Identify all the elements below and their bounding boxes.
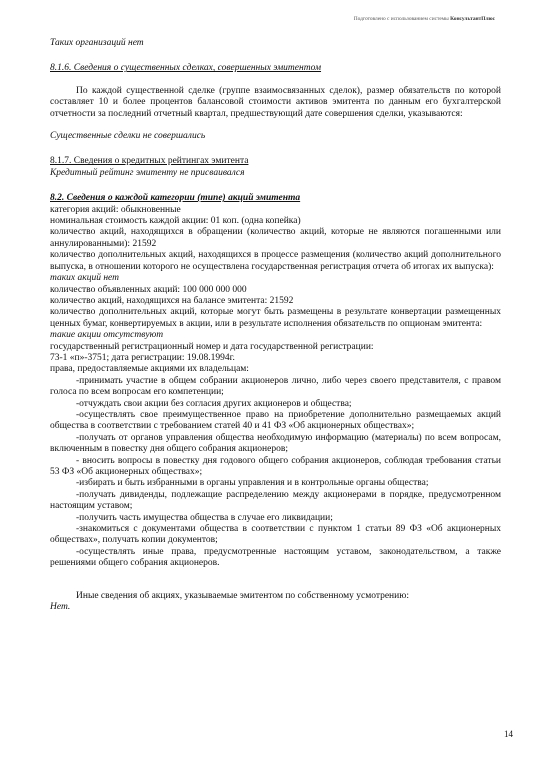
shares-on-balance: количество акций, находящихся на балансе эмитента: 21592 [50, 295, 294, 306]
section-8-1-7-value: Кредитный рейтинг эмитенту не присваивался [50, 167, 245, 178]
header-prefix: Подготовлено с использованием системы [353, 16, 451, 22]
right-item: -принимать участие в общем собрании акционеров лично, либо через своего представителя, с правом голоса по всем вопросам его компетенции; [50, 375, 501, 398]
shares-in-circulation: количество акций, находящихся в обращении (количество акций, которые не являются погашенными или аннулированными): 21592 [50, 227, 501, 249]
shares-in-placement-value: таких акций нет [50, 273, 119, 284]
document-body [50, 38, 501, 613]
section-8-1-7-heading: 8.1.7. Сведения о кредитных рейтингах эмитента [50, 156, 249, 167]
right-item: -получить часть имущества общества в случае его ликвидации; [76, 512, 333, 523]
section-8-1-6-body: По каждой существенной сделке (группе взаимосвязанных сделок), размер обязательств по которой составляет 10 и более процентов балансовой стоимости активов эмитента по данным его бухгалтерской отчетности за последний отчетный квартал, предшествующий дате совершения сделки, указываются: [50, 85, 501, 119]
section-8-1-6-value: Существенные сделки не совершались [50, 131, 206, 142]
right-item: - вносить вопросы в повестку дня годового общего собрания акционеров, соблюдая требования статьи 53 ФЗ «Об акционерных обществах»; [50, 455, 501, 477]
page-number: 14 [504, 729, 513, 739]
registration-value: 73-1 «п»-3751; дата регистрации: 19.08.1994г. [50, 352, 235, 363]
share-category: категория акций: обыкновенные [50, 204, 181, 215]
nominal-value: номинальная стоимость каждой акции: 01 коп. (одна копейка) [50, 216, 301, 227]
section-8-2-heading: 8.2. Сведения о каждой категории (типе) акций эмитента [50, 193, 301, 204]
additional-shares: количество дополнительных акций, которые могут быть размещены в результате конвертации размещенных ценных бумаг, конвертируемых в акции, или в результате исполнения обязательств по опционам эмитента: [50, 307, 501, 329]
right-item: -отчуждать свои акции без согласия других акционеров и общества; [76, 398, 352, 409]
right-item: -получать от органов управления общества необходимую информацию (материалы) по всем вопросам, включенным в повестку дня общего собрания акционеров; [50, 432, 501, 455]
rights-label: права, предоставляемые акциями их владельцам: [50, 364, 249, 375]
other-info-value: Нет. [50, 602, 71, 613]
right-item: -избирать и быть избранными в органы управления и в контрольные органы общества; [76, 478, 429, 489]
right-item: -осуществлять свое преимущественное право на приобретение дополнительно размещаемых акций общества в соответствии с требованием статей 40 и 41 ФЗ «Об акционерных обществах»; [50, 409, 501, 432]
section-8-1-6-heading: 8.1.6. Сведения о существенных сделках, совершенных эмитентом [50, 63, 322, 74]
registration-label: государственный регистрационный номер и дата государственной регистрации: [50, 341, 374, 352]
no-organizations-text: Таких организаций нет [50, 38, 144, 48]
additional-shares-value: такие акции отсутствуют [50, 330, 164, 341]
right-item: -знакомиться с документами общества в соответствии с пунктом 1 статьи 89 ФЗ «Об акционерных обществах», получать копии документов; [50, 524, 501, 546]
right-item: -осуществлять иные права, предусмотренные настоящим уставом, законодательством, а также решениями общего собрания акционеров. [50, 546, 501, 569]
declared-shares: количество объявленных акций: 100 000 000 000 [50, 284, 247, 295]
header-brand: КонсультантПлюс [450, 16, 495, 22]
other-info-label: Иные сведения об акциях, указываемые эмитентом по собственному усмотрению: [76, 590, 409, 601]
right-item: -получать дивиденды, подлежащие распределению между акционерами в порядке, предусмотренном настоящим уставом; [50, 489, 501, 512]
shares-in-placement: количество дополнительных акций, находящихся в процессе размещения (количество акций дополнительного выпуска, в отношении которого не осуществлена государственная регистрация отчета об итогах их выпуска): [50, 250, 501, 272]
page-header [354, 16, 495, 22]
